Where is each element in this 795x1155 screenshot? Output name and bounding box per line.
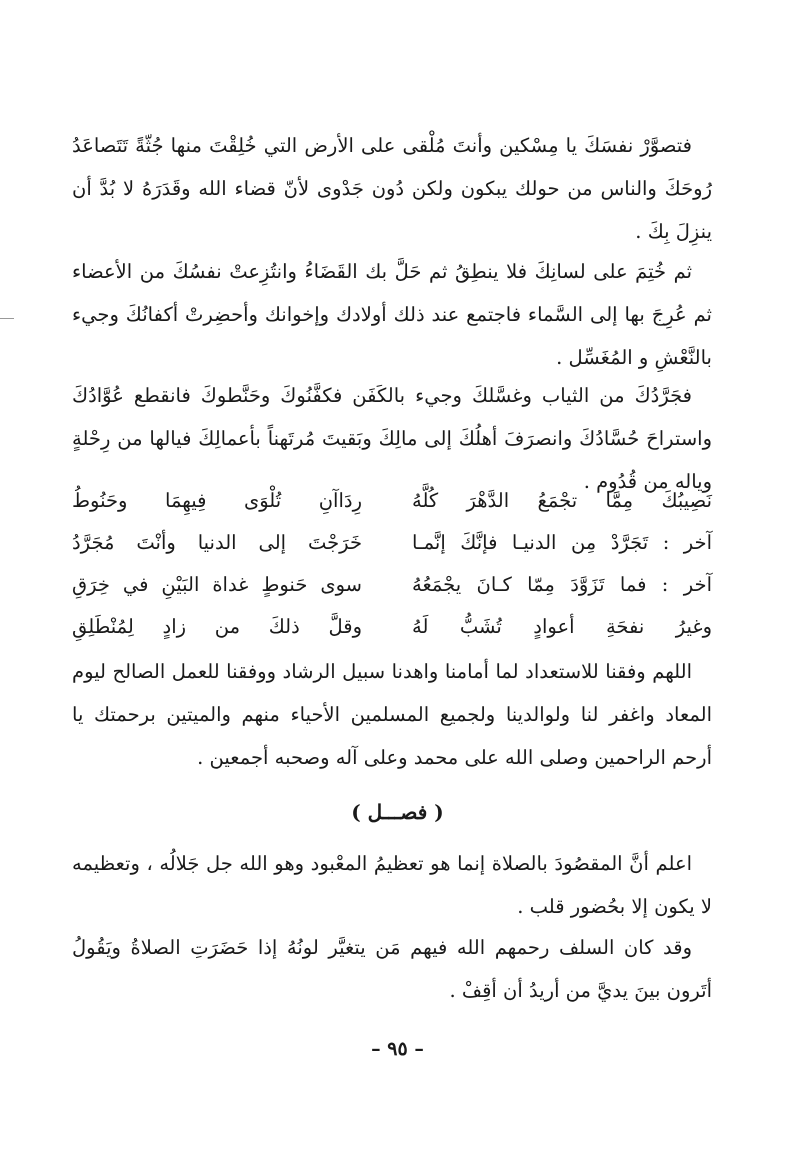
- paragraph-death-scene: [72, 124, 712, 253]
- page-number: – ٩٥ –: [371, 1038, 424, 1060]
- verse-second-hemistich: وقلَّ ذلكَ من زادٍ لِمُنْطَلِقِ: [72, 615, 362, 638]
- poem-verse: [72, 564, 712, 606]
- paragraph-text: اعلم أنَّ المقصُودَ بالصلاة إنما هو تعظيمُ المعْبود وهو الله جل جَلالُه ، وتعظيمه لا يكون إلا بحُضور قلب .: [72, 852, 712, 918]
- paragraph-prayer: [72, 650, 712, 779]
- verse-second-hemistich: سوى حَنوطٍ غداة البَيْنِ في خِرَقِ: [72, 573, 362, 596]
- paragraph-text: فتصوَّرْ نفسَكَ يا مِسْكين وأنتَ مُلْقى على الأرض التي خُلِقْتَ منها جُثّةً تَتَصاعَدُ رُوحَكَ والناس من حولك يبكون ولكن دُون جَدْوى لأنّ قضاء الله وقَدَرَهُ لا بُدَّ أن ينزِلَ بِكَ .: [72, 134, 712, 243]
- verse-second-hemistich: رِدَاآنِ تُلْوَى فِيهِمَا وحَنُوطُ: [72, 489, 362, 512]
- paragraph-text: وقد كان السلف رحمهم الله فيهم مَن يتغيَّر لونُهُ إذا حَضَرَتِ الصلاةُ ويَقُولُ أتَرون بينَ يديَّ من أريدُ أن أقِفْ .: [72, 936, 712, 1002]
- verse-first-hemistich: آخر : تَجَرَّدْ مِن الدنيـا فإنَّكَ إنَّمـا: [412, 531, 712, 554]
- poem-verse: [72, 480, 712, 522]
- paragraph-soul-departure: [72, 250, 712, 379]
- paragraph-text: اللهم وفقنا للاستعداد لما أمامنا واهدنا سبيل الرشاد ووفقنا للعمل الصالح ليوم المعاد واغفر لنا ولوالدينا ولجميع المسلمين الأحياء منهم والميتين برحمتك يا أرحم الراحمين وصلى الله على محمد وعلى آله وصحبه أجمعين .: [72, 660, 712, 769]
- verse-first-hemistich: وغيرُ نفحَةِ أعوادٍ تُشَبُّ لَهُ: [412, 615, 712, 638]
- section-heading: ( فصـــل ): [351, 800, 444, 824]
- margin-mark: [0, 318, 14, 319]
- poem-verse: [72, 606, 712, 648]
- poem-verse: [72, 522, 712, 564]
- verse-second-hemistich: خَرَجْتَ إلى الدنيا وأنْتَ مُجَرَّدُ: [72, 531, 362, 554]
- paragraph-text: ثم خُتِمَ على لسانِكَ فلا ينطِقُ ثم حَلَّ بك القَضَاءُ وانتُزِعتْ نفسُكَ من الأعضاء ثم عُرِجَ بها إلى السَّماء فاجتمع عند ذلك أولادك وإخوانك وأحضِرتْ أكفانُكَ وجيء بالنَّعْشِ و المُغَسِّل .: [72, 260, 712, 369]
- verse-first-hemistich: نَصِيبُكَ مِمَّا تجْمَعُ الدَّهْرَ كُلَّهُ: [412, 489, 712, 512]
- paragraph-text: فجَرَّدُكَ من الثياب وغسَّلكَ وجيء بالكَفَن فكفَّنُوكَ وحَنَّطوكَ فانقطع عُوَّادُكَ واستراحَ حُسَّادُكَ وانصرَفَ أهلُكَ إلى مالِكَ وبَقيتَ مُرتَهناً بأعمالِكَ فيالها من رِحْلةٍ وياله من قُدُوم .: [72, 384, 712, 493]
- paragraph-prayer-purpose: [72, 842, 712, 928]
- paragraph-salaf: [72, 926, 712, 1012]
- verse-first-hemistich: آخر : فما تَزَوَّدَ مِمّا كـانَ يجْمَعُهُ: [412, 573, 712, 596]
- poem: [72, 480, 712, 648]
